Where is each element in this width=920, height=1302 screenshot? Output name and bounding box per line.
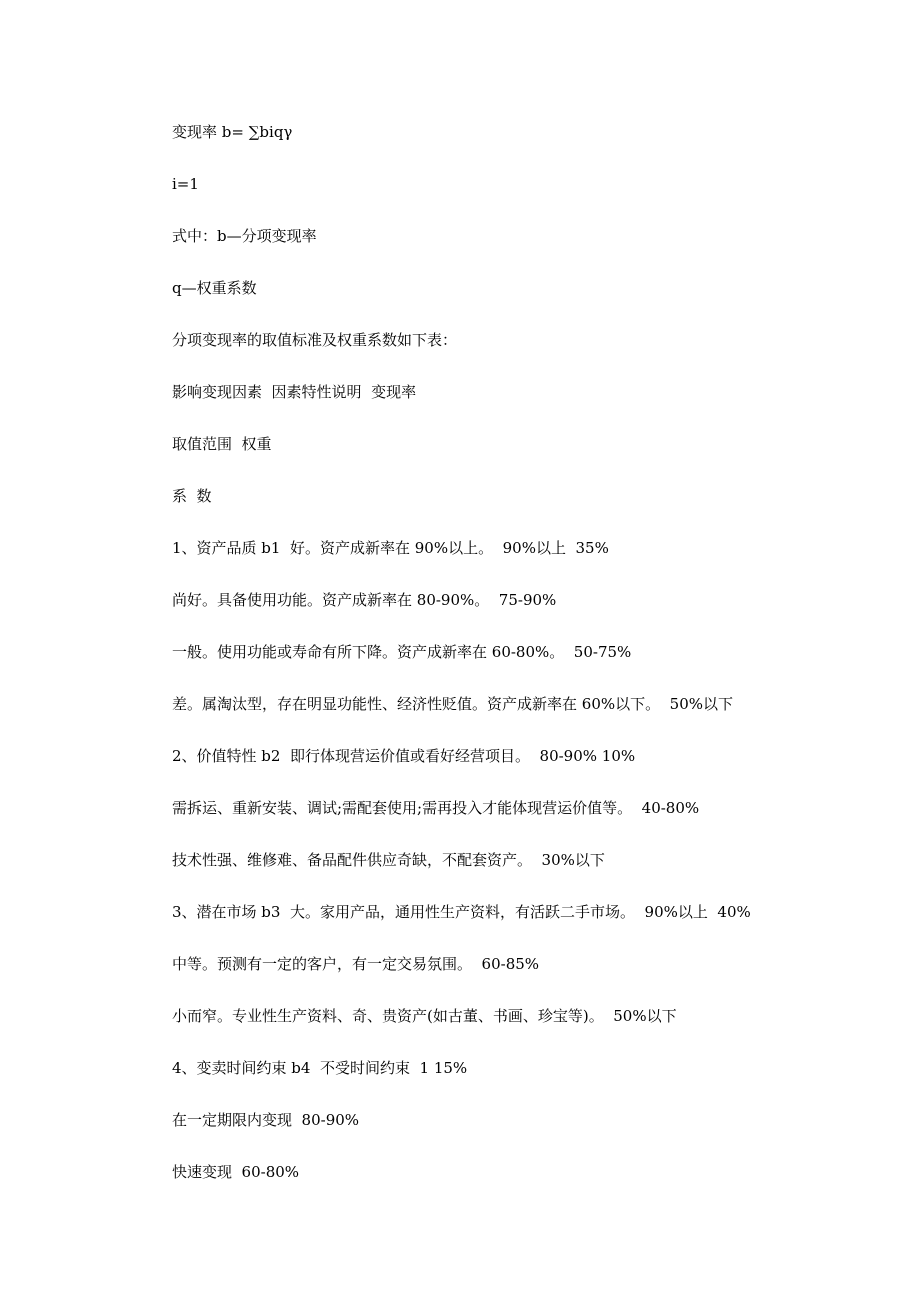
table-row: 快速变现 60-80%: [172, 1163, 300, 1181]
table-header-line-2: 取值范围 权重: [172, 435, 272, 453]
table-row: 4、变卖时间约束 b4 不受时间约束 1 15%: [172, 1059, 468, 1077]
table-row: 一般。使用功能或寿命有所下降。资产成新率在 60-80%。 50-75%: [172, 643, 632, 661]
formula-line: 变现率 b= ∑biqγ: [172, 123, 293, 141]
table-row: 需拆运、重新安装、调试;需配套使用;需再投入才能体现营运价值等。 40-80%: [172, 799, 700, 817]
table-row: 小而窄。专业性生产资料、奇、贵资产(如古董、书画、珍宝等)。 50%以下: [172, 1007, 677, 1025]
table-row: 中等。预测有一定的客户，有一定交易氛围。 60-85%: [172, 955, 540, 973]
table-row: 技术性强、维修难、备品配件供应奇缺，不配套资产。 30%以下: [172, 851, 605, 869]
table-intro-line: 分项变现率的取值标准及权重系数如下表：: [172, 331, 458, 349]
table-row: 尚好。具备使用功能。资产成新率在 80-90%。 75-90%: [172, 591, 557, 609]
formula-index-line: i=1: [172, 175, 199, 193]
table-row: 2、价值特性 b2 即行体现营运价值或看好经营项目。 80-90% 10%: [172, 747, 636, 765]
table-header-line-1: 影响变现因素 因素特性说明 变现率: [172, 383, 417, 401]
table-header-line-3: 系 数: [172, 487, 212, 505]
definition-q-line: q—权重系数: [172, 279, 257, 297]
table-row: 1、资产品质 b1 好。资产成新率在 90%以上。 90%以上 35%: [172, 539, 609, 557]
definition-b-line: 式中：b—分项变现率: [172, 227, 317, 245]
table-row: 差。属淘汰型，存在明显功能性、经济性贬值。资产成新率在 60%以下。 50%以下: [172, 695, 733, 713]
table-row: 在一定期限内变现 80-90%: [172, 1111, 360, 1129]
table-row: 3、潜在市场 b3 大。家用产品，通用性生产资料，有活跃二手市场。 90%以上 40%: [172, 903, 751, 921]
